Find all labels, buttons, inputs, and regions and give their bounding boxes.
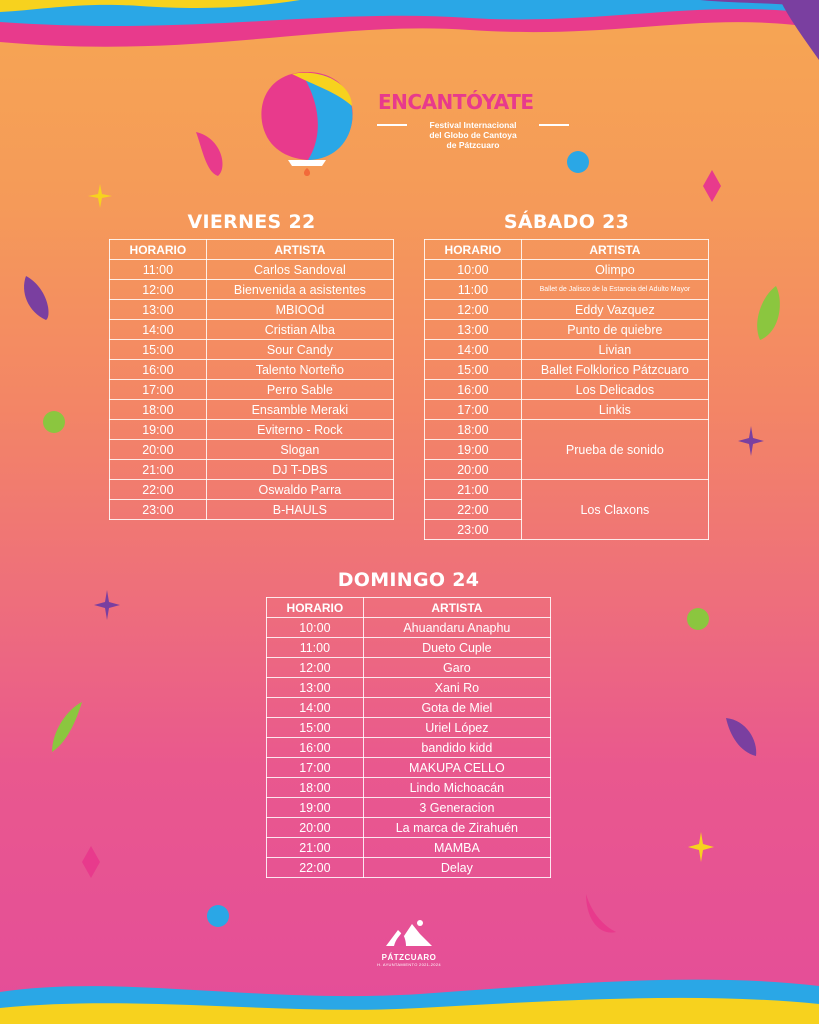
column-header-artist: ARTISTA — [206, 240, 393, 260]
artist-cell: Garo — [363, 658, 550, 678]
artist-cell: Slogan — [206, 440, 393, 460]
time-cell: 23:00 — [110, 500, 207, 520]
table-row — [110, 360, 394, 380]
column-header-artist: ARTISTA — [521, 240, 708, 260]
time-cell: 10:00 — [425, 260, 522, 280]
artist-cell: Bienvenida a asistentes — [206, 280, 393, 300]
artist-cell: Talento Norteño — [206, 360, 393, 380]
artist-cell: Punto de quiebre — [521, 320, 708, 340]
artist-cell: Sour Candy — [206, 340, 393, 360]
schedule-table — [266, 597, 551, 878]
table-row — [267, 718, 551, 738]
time-cell: 10:00 — [267, 618, 364, 638]
festival-brand — [378, 90, 568, 150]
table-row — [267, 738, 551, 758]
time-cell: 15:00 — [425, 360, 522, 380]
artist-cell: La marca de Zirahuén — [363, 818, 550, 838]
column-header-time: HORARIO — [425, 240, 522, 260]
time-cell: 19:00 — [110, 420, 207, 440]
green-dot-icon — [686, 607, 710, 631]
schedule-sunday — [266, 569, 551, 878]
time-cell: 15:00 — [110, 340, 207, 360]
time-cell: 12:00 — [110, 280, 207, 300]
schedule-friday — [109, 211, 394, 520]
table-row — [267, 798, 551, 818]
pink-drop-icon — [192, 128, 228, 180]
table-row — [425, 400, 709, 420]
artist-cell: Perro Sable — [206, 380, 393, 400]
blue-dot-icon — [566, 150, 590, 174]
table-row — [267, 858, 551, 878]
table-row — [110, 280, 394, 300]
table-row — [267, 818, 551, 838]
artist-cell: Ballet Folklorico Pátzcuaro — [521, 360, 708, 380]
time-cell: 13:00 — [110, 300, 207, 320]
green-leaf-icon — [48, 698, 88, 756]
artist-cell: DJ T-DBS — [206, 460, 393, 480]
time-cell: 16:00 — [110, 360, 207, 380]
yellow-sparkle-icon — [88, 184, 112, 208]
artist-cell: Uriel López — [363, 718, 550, 738]
time-cell: 20:00 — [110, 440, 207, 460]
artist-cell: Eddy Vazquez — [521, 300, 708, 320]
day-title: DOMINGO 24 — [337, 569, 480, 591]
column-header-artist: ARTISTA — [363, 598, 550, 618]
artist-cell: Xani Ro — [363, 678, 550, 698]
time-cell: 12:00 — [267, 658, 364, 678]
time-cell: 21:00 — [267, 838, 364, 858]
purple-sparkle-icon — [94, 590, 120, 620]
top-wave-decoration — [0, 0, 819, 70]
artist-cell: Prueba de sonido — [521, 420, 708, 480]
time-cell: 20:00 — [267, 818, 364, 838]
green-drop-icon — [750, 282, 786, 344]
time-cell: 17:00 — [110, 380, 207, 400]
artist-cell: MBIOOd — [206, 300, 393, 320]
time-cell: 18:00 — [425, 420, 522, 440]
table-row — [425, 480, 709, 500]
table-row — [110, 380, 394, 400]
table-row — [110, 500, 394, 520]
column-header-time: HORARIO — [267, 598, 364, 618]
table-row — [267, 658, 551, 678]
time-cell: 16:00 — [425, 380, 522, 400]
time-cell: 14:00 — [425, 340, 522, 360]
time-cell: 17:00 — [267, 758, 364, 778]
table-row — [110, 320, 394, 340]
time-cell: 22:00 — [267, 858, 364, 878]
table-row — [110, 340, 394, 360]
time-cell: 23:00 — [425, 520, 522, 540]
purple-sparkle-icon — [738, 426, 764, 456]
day-title: SÁBADO 23 — [503, 211, 630, 233]
green-dot-icon — [42, 410, 66, 434]
table-row — [267, 758, 551, 778]
schedule-table — [424, 239, 709, 540]
time-cell: 20:00 — [425, 460, 522, 480]
artist-cell: Linkis — [521, 400, 708, 420]
table-row — [110, 400, 394, 420]
table-row — [110, 420, 394, 440]
artist-cell: Ensamble Meraki — [206, 400, 393, 420]
table-row — [267, 678, 551, 698]
table-row — [110, 460, 394, 480]
artist-cell: Carlos Sandoval — [206, 260, 393, 280]
table-row — [425, 320, 709, 340]
artist-cell: Gota de Miel — [363, 698, 550, 718]
time-cell: 12:00 — [425, 300, 522, 320]
purple-drop-icon — [18, 272, 52, 324]
bottom-wave-decoration — [0, 964, 819, 1024]
table-row — [110, 440, 394, 460]
time-cell: 18:00 — [267, 778, 364, 798]
time-cell: 13:00 — [267, 678, 364, 698]
table-row — [425, 360, 709, 380]
time-cell: 21:00 — [110, 460, 207, 480]
time-cell: 22:00 — [110, 480, 207, 500]
table-row — [110, 300, 394, 320]
artist-cell: Lindo Michoacán — [363, 778, 550, 798]
artist-cell: Oswaldo Parra — [206, 480, 393, 500]
artist-cell: B-HAULS — [206, 500, 393, 520]
balloon-logo-icon — [252, 66, 362, 176]
artist-cell: Los Claxons — [521, 480, 708, 540]
artist-cell: Ahuandaru Anaphu — [363, 618, 550, 638]
day-title: VIERNES 22 — [187, 211, 316, 233]
table-row — [110, 260, 394, 280]
table-row — [425, 420, 709, 440]
schedule-table — [109, 239, 394, 520]
artist-cell: 3 Generacion — [363, 798, 550, 818]
purple-leaf-icon — [722, 710, 762, 760]
table-row — [425, 280, 709, 300]
time-cell: 22:00 — [425, 500, 522, 520]
time-cell: 14:00 — [267, 698, 364, 718]
artist-cell: Dueto Cuple — [363, 638, 550, 658]
artist-cell: MAKUPA CELLO — [363, 758, 550, 778]
table-row — [267, 778, 551, 798]
artist-cell: Olimpo — [521, 260, 708, 280]
column-header-time: HORARIO — [110, 240, 207, 260]
patzcuaro-logo — [376, 918, 442, 967]
artist-cell: Ballet de Jalisco de la Estancia del Adulto Mayor — [521, 280, 708, 300]
time-cell: 19:00 — [425, 440, 522, 460]
footer-name: PÁTZCUARO — [381, 953, 437, 962]
time-cell: 17:00 — [425, 400, 522, 420]
artist-cell: Delay — [363, 858, 550, 878]
time-cell: 18:00 — [110, 400, 207, 420]
time-cell: 13:00 — [425, 320, 522, 340]
festival-subtitle: Festival Internacional del Globo de Cantoya de Pátzcuaro — [413, 120, 533, 150]
pink-leaf-icon — [580, 890, 620, 938]
blue-dot-icon — [206, 904, 230, 928]
table-row — [267, 638, 551, 658]
artist-cell: Eviterno - Rock — [206, 420, 393, 440]
pink-diamond-icon — [703, 170, 721, 202]
pink-diamond-icon — [82, 846, 100, 878]
time-cell: 14:00 — [110, 320, 207, 340]
time-cell: 19:00 — [267, 798, 364, 818]
artist-cell: MAMBA — [363, 838, 550, 858]
table-row — [267, 698, 551, 718]
time-cell: 11:00 — [267, 638, 364, 658]
time-cell: 11:00 — [110, 260, 207, 280]
time-cell: 15:00 — [267, 718, 364, 738]
schedule-saturday — [424, 211, 709, 540]
artist-cell: Cristian Alba — [206, 320, 393, 340]
table-row — [110, 480, 394, 500]
footer-tagline: H. AYUNTAMIENTO 2021-2024 — [377, 962, 441, 967]
artist-cell: bandido kidd — [363, 738, 550, 758]
artist-cell: Los Delicados — [521, 380, 708, 400]
artist-cell: Livian — [521, 340, 708, 360]
time-cell: 21:00 — [425, 480, 522, 500]
table-row — [267, 838, 551, 858]
table-row — [425, 300, 709, 320]
time-cell: 11:00 — [425, 280, 522, 300]
festival-name: ENCANTÓYATE — [378, 90, 534, 114]
table-row — [425, 380, 709, 400]
table-row — [267, 618, 551, 638]
table-row — [425, 260, 709, 280]
patzcuaro-emblem-icon — [384, 918, 434, 948]
time-cell: 16:00 — [267, 738, 364, 758]
yellow-sparkle-icon — [688, 832, 714, 862]
table-row — [425, 340, 709, 360]
